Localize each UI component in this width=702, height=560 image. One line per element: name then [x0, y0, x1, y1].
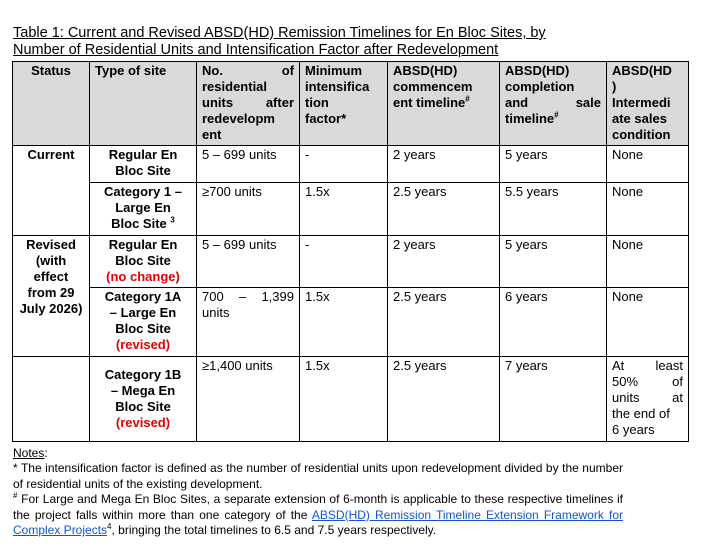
- units-cell: 5 – 699 units: [197, 236, 300, 288]
- site-type: Category 1A – Large En Bloc Site (revised): [90, 288, 197, 357]
- commencement-cell: 2.5 years: [388, 183, 500, 236]
- factor-cell: -: [300, 236, 388, 288]
- note-large-mega-extension: # For Large and Mega En Bloc Sites, a separate extension of 6-month is applicable to these respective timelines if the project falls within more than one category of the ABSD(HD) Remission Timeline Extension Framework for Complex Projects$^4$, bringing the total timelines to 6.5 and 7.5 years respectively.: [13, 491, 623, 538]
- completion-cell: 7 years: [500, 357, 607, 442]
- intermediate-cell: None: [607, 183, 689, 236]
- table-row: [13, 357, 689, 442]
- table-caption: [13, 25, 653, 59]
- units-cell: 700 – 1,399 units: [197, 288, 300, 357]
- header-commencement-timeline: ABSD(HD) commencem ent timeline#: [388, 62, 500, 146]
- note-intensification-factor: * The intensification factor is defined as the number of residential units upon redevelopment divided by the number of residential units of the existing development.: [13, 461, 623, 491]
- completion-cell: 5.5 years: [500, 183, 607, 236]
- intermediate-cell: None: [607, 146, 689, 183]
- caption-line-2: Number of Residential Units and Intensification Factor after Redevelopment: [13, 42, 499, 58]
- commencement-cell: 2.5 years: [388, 288, 500, 357]
- caption-line-1: Table 1: Current and Revised ABSD(HD) Remission Timelines for En Bloc Sites, by: [13, 25, 546, 41]
- completion-cell: 6 years: [500, 288, 607, 357]
- header-units: No. of residential units after redevelopm ent: [197, 62, 300, 146]
- remission-timelines-table: [12, 61, 689, 442]
- completion-cell: 5 years: [500, 146, 607, 183]
- header-intensification-factor: Minimum intensifica tion factor*: [300, 62, 388, 146]
- change-note: (revised): [115, 337, 171, 352]
- factor-cell: -: [300, 146, 388, 183]
- factor-cell: 1.5x: [300, 183, 388, 236]
- site-type: Regular En Bloc Site: [90, 146, 197, 183]
- table-row: [13, 236, 689, 288]
- status-revised: Revised (with effect from 29 July 2026): [13, 236, 90, 357]
- header-row: [13, 62, 689, 146]
- site-type: Category 1B – Mega En Bloc Site (revised): [90, 357, 197, 442]
- table-row: [13, 288, 689, 357]
- commencement-cell: 2 years: [388, 236, 500, 288]
- remission-framework-link[interactable]: ABSD(HD) Remission Timeline Extension Framework for Complex Projects: [13, 507, 623, 538]
- intermediate-cell: None: [607, 288, 689, 357]
- table-row: [13, 183, 689, 236]
- notes-heading: Notes: [13, 446, 45, 460]
- factor-cell: 1.5x: [300, 288, 388, 357]
- completion-cell: 5 years: [500, 236, 607, 288]
- site-type: Category 1 – Large En Bloc Site $^3$: [90, 183, 197, 236]
- header-type-of-site: Type of site: [90, 62, 197, 146]
- commencement-cell: 2 years: [388, 146, 500, 183]
- factor-cell: 1.5x: [300, 357, 388, 442]
- site-type: Regular En Bloc Site (no change): [90, 236, 197, 288]
- status-current: Current: [13, 146, 90, 236]
- change-note: (no change): [106, 269, 180, 284]
- units-cell: 5 – 699 units: [197, 146, 300, 183]
- intermediate-cell: None: [607, 236, 689, 288]
- header-intermediate-sales: ABSD(HD ) Intermedi ate sales condition: [607, 62, 689, 146]
- change-note: (revised): [115, 414, 171, 430]
- table-row: [13, 146, 689, 183]
- status-empty: [13, 357, 90, 442]
- units-cell: ≥700 units: [197, 183, 300, 236]
- commencement-cell: 2.5 years: [388, 357, 500, 442]
- header-completion-timeline: ABSD(HD) completion and sale timeline#: [500, 62, 607, 146]
- units-cell: ≥1,400 units: [197, 357, 300, 442]
- intermediate-cell: At least 50% of units at the end of 6 years: [607, 357, 689, 442]
- notes-section: Notes: * The intensification factor is defined as the number of residential units upon redevelopment divided by the number of residential units of the existing development. # For Large and Mega En Bloc Sites, a separate extension of 6-month is applicable to these respective timelines if the project falls within more than one category of the ABSD(HD) Remission Timeline Extension Framework for Complex Projects$^4$, bringing the total timelines to 6.5 and 7.5 years respectively.: [13, 446, 623, 538]
- header-status: Status: [13, 62, 90, 146]
